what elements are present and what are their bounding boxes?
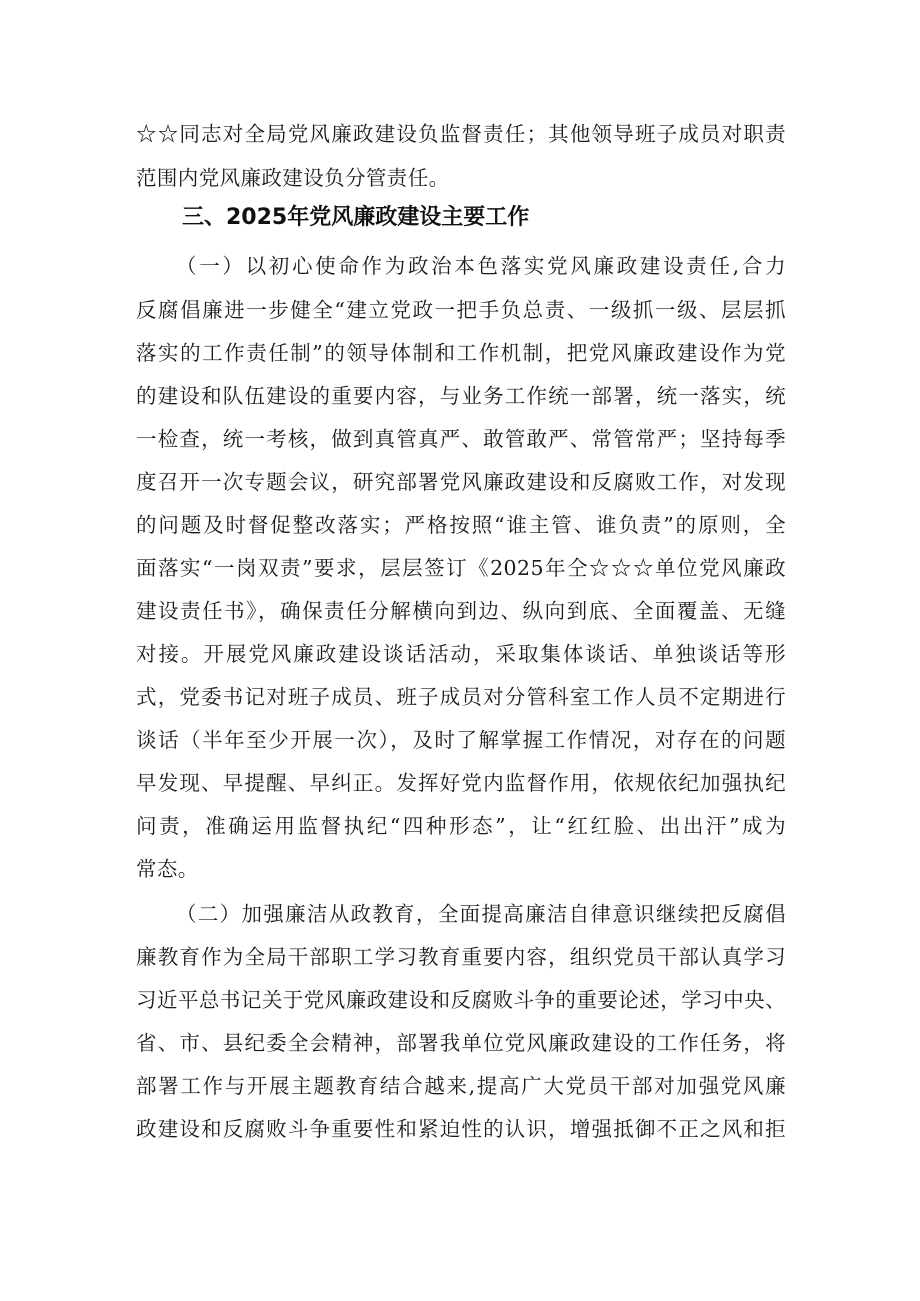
p2-line-5: 部署工作与开展主题教育结合越来,提高广大党员干部对加强党风廉 xyxy=(136,1074,786,1098)
p1-line-3: 落实的工作责任制”的领导体制和工作机制，把党风廉政建设作为党 xyxy=(136,341,786,365)
section-heading: 三、2025年党风廉政建设主要工作 xyxy=(182,205,530,230)
p2-line-4: 省、市、县纪委全会精神，部署我单位党风廉政建设的工作任务，将 xyxy=(136,1031,786,1055)
p2-line-2: 廉教育作为全局干部职工学习教育重要内容，组织党员干部认真学习 xyxy=(136,945,786,969)
p1-line-6: 度召开一次专题会议，研究部署党风廉政建设和反腐败工作，对发现 xyxy=(136,470,786,494)
intro-line-2: 范围内党风廉政建设负分管责任。 xyxy=(136,166,450,190)
p1-line-11: 式，党委书记对班子成员、班子成员对分管科室工作人员不定期进行 xyxy=(136,685,786,709)
p2-line-1: （二）加强廉洁从政教育，全面提高廉洁自律意识继续把反腐倡 xyxy=(176,902,786,926)
p1-line-1: （一）以初心使命作为政治本色落实党风廉政建设责任,合力 xyxy=(176,254,786,278)
p1-line-15: 常态。 xyxy=(136,857,199,881)
p1-line-9: 建设责任书》，确保责任分解横向到边、纵向到底、全面覆盖、无缝 xyxy=(136,599,786,623)
p1-line-13: 早发现、早提醒、早纠正。发挥好党内监督作用，依规依纪加强执纪 xyxy=(136,771,786,795)
p1-line-14: 问责，准确运用监督执纪“四种形态”，让“红红脸、出出汗”成为 xyxy=(136,814,786,838)
intro-line-1: ☆☆同志对全局党风廉政建设负监督责任；其他领导班子成员对职责 xyxy=(136,122,786,146)
p1-line-10: 对接。开展党风廉政建设谈话活动，采取集体谈话、单独谈话等形 xyxy=(136,642,786,666)
p1-line-7: 的问题及时督促整改落实；严格按照“谁主管、谁负责”的原则，全 xyxy=(136,513,786,537)
p1-line-2: 反腐倡廉进一步健全“建立党政一把手负总责、一级抓一级、层层抓 xyxy=(136,298,786,322)
p2-line-6: 政建设和反腐败斗争重要性和紧迫性的认识，增强抵御不正之风和拒 xyxy=(136,1117,786,1141)
p1-line-8: 面落实“一岗双责”要求，层层签订《2025年仝☆☆☆单位党风廉政 xyxy=(136,556,786,580)
p1-line-5: 一检查，统一考核，做到真管真严、敢管敢严、常管常严；坚持每季 xyxy=(136,427,786,451)
p2-line-3: 习近平总书记关于党风廉政建设和反腐败斗争的重要论述，学习中央、 xyxy=(136,988,786,1012)
p1-line-4: 的建设和队伍建设的重要内容，与业务工作统一部署，统一落实，统 xyxy=(136,384,786,408)
p1-line-12: 谈话（半年至少开展一次），及时了解掌握工作情况，对存在的问题 xyxy=(136,728,786,752)
